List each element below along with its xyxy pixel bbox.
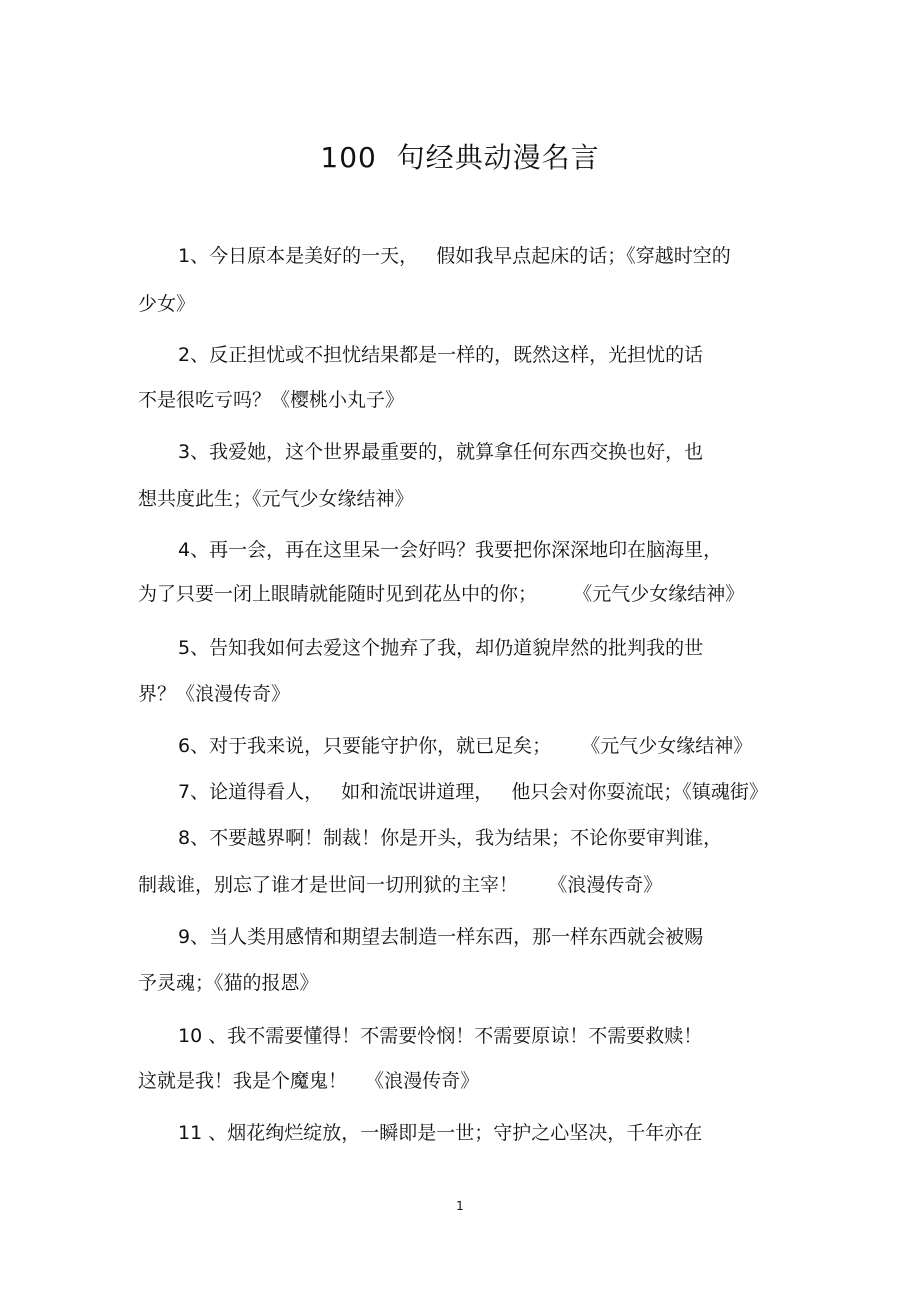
- page-number: 1: [456, 1199, 464, 1213]
- quote-10-line-1: 10 、我不需要懂得！不需要怜悯！不需要原谅！不需要救赎！: [178, 1025, 703, 1047]
- quote-2-line-2: 不是很吃亏吗？《樱桃小丸子》: [138, 389, 405, 411]
- quote-8-line-2: 制裁谁，别忘了谁才是世间一切刑狱的主宰！ 《浪漫传奇》: [138, 874, 663, 896]
- quote-3-line-1: 3、我爱她，这个世界最重要的，就算拿任何东西交换也好，也: [178, 441, 704, 463]
- quote-2-line-1: 2、反正担忧或不担忧结果都是一样的，既然这样，光担忧的话: [178, 344, 704, 366]
- quote-4-line-1: 4、再一会，再在这里呆一会好吗？我要把你深深地印在脑海里，: [178, 539, 723, 561]
- quote-1-line-1: 1、今日原本是美好的一天， 假如我早点起床的话；《穿越时空的: [178, 245, 731, 267]
- quote-1-line-2: 少女》: [138, 293, 196, 315]
- quote-9-line-2: 予灵魂；《猫的报恩》: [138, 972, 319, 994]
- quote-8-line-1: 8、不要越界啊！制裁！你是开头，我为结果；不论你要审判谁，: [178, 827, 723, 849]
- quote-11-line-1: 11 、烟花绚烂绽放，一瞬即是一世；守护之心坚决，千年亦在: [178, 1122, 703, 1144]
- quote-5-line-2: 界？《浪漫传奇》: [138, 683, 291, 705]
- quote-10-line-2: 这就是我！我是个魔鬼！ 《浪漫传奇》: [138, 1070, 480, 1092]
- quote-6-line-1: 6、对于我来说，只要能守护你，就已足矣； 《元气少女缘结神》: [178, 735, 753, 757]
- quote-3-line-2: 想共度此生；《元气少女缘结神》: [138, 488, 414, 510]
- page-title: 100 句经典动漫名言: [320, 141, 600, 174]
- quote-5-line-1: 5、告知我如何去爱这个抛弃了我，却仍道貌岸然的批判我的世: [178, 637, 704, 659]
- quote-4-line-2: 为了只要一闭上眼睛就能随时见到花丛中的你； 《元气少女缘结神》: [138, 583, 745, 605]
- quote-9-line-1: 9、当人类用感情和期望去制造一样东西，那一样东西就会被赐: [178, 926, 704, 948]
- quote-7-line-1: 7、论道得看人， 如和流氓讲道理， 他只会对你耍流氓；《镇魂街》: [178, 781, 768, 803]
